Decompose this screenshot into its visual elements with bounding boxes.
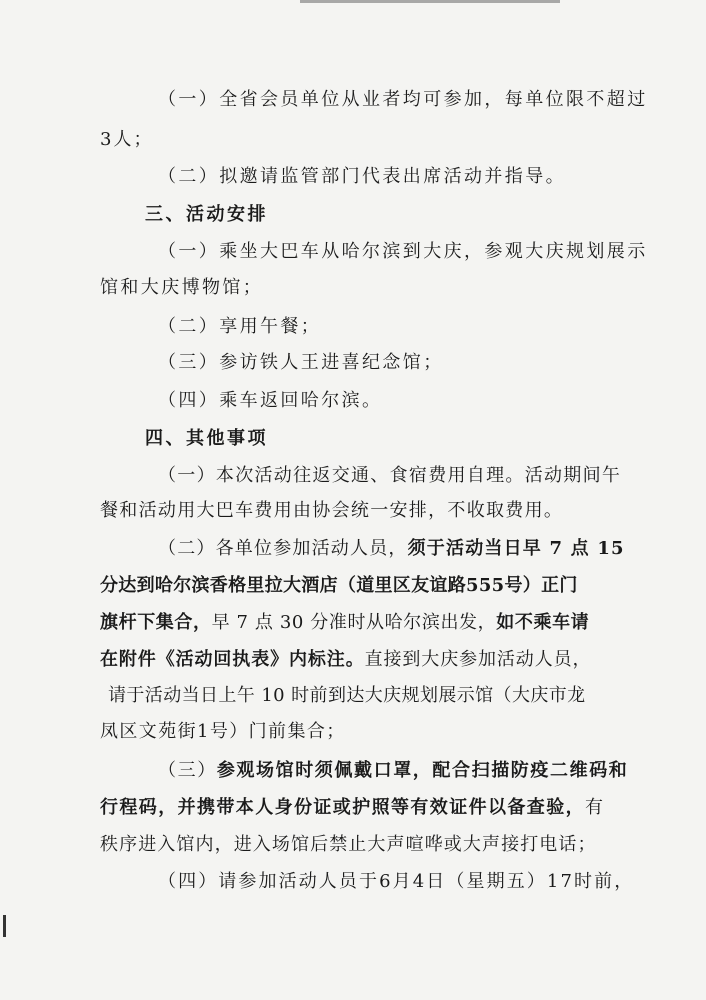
paragraph-line-2: 3人； [100,129,154,150]
paragraph-line-20: （四）请参加活动人员于6月4日（星期五）17时前， [158,871,635,892]
section-heading-3: 三、活动安排 [145,204,268,225]
paragraph-line-15: 请于活动当日上午 10 时前到达大庆规划展示馆（大庆市龙 [108,685,586,706]
paragraph-line-8: （四）乘车返回哈尔滨。 [158,390,383,411]
paragraph-line-12: 分达到哈尔滨香格里拉大酒店（道里区友谊路555号）正门 [100,575,578,596]
paragraph-line-11: （二）各单位参加活动人员，须于活动当日早 7 点 15 [158,538,625,559]
paragraph-line-13: 旗杆下集合，早 7 点 30 分准时从哈尔滨出发，如不乘车请 [100,612,590,633]
paragraph-line-9: （一）本次活动往返交通、食宿费用自理。活动期间午 [158,465,622,486]
paragraph-line-4: （一）乘坐大巴车从哈尔滨到大庆，参观大庆规划展示 [158,241,648,262]
paragraph-line-16: 凤区文苑街1号）门前集合； [100,721,346,742]
scan-artifact-top [300,0,560,3]
paragraph-line-1: （一）全省会员单位从业者均可参加，每单位限不超过 [158,89,648,110]
paragraph-line-5: 馆和大庆博物馆； [100,277,264,298]
paragraph-line-14: 在附件《活动回执表》内标注。直接到大庆参加活动人员， [100,649,592,670]
paragraph-line-19: 秩序进入馆内，进入场馆后禁止大声喧哗或大声接打电话； [100,834,597,855]
scan-artifact-left [3,915,6,937]
paragraph-line-6: （二）享用午餐； [158,316,322,337]
paragraph-line-7: （三）参访铁人王进喜纪念馆； [158,352,444,373]
paragraph-line-18: 行程码，并携带本人身份证或护照等有效证件以备查验，有 [100,797,605,818]
paragraph-line-10: 餐和活动用大巴车费用由协会统一安排，不收取费用。 [100,500,564,521]
paragraph-line-17: （三）参观场馆时须佩戴口罩，配合扫描防疫二维码和 [158,760,629,781]
section-heading-4: 四、其他事项 [145,428,268,449]
paragraph-line-3: （二）拟邀请监管部门代表出席活动并指导。 [158,166,566,187]
